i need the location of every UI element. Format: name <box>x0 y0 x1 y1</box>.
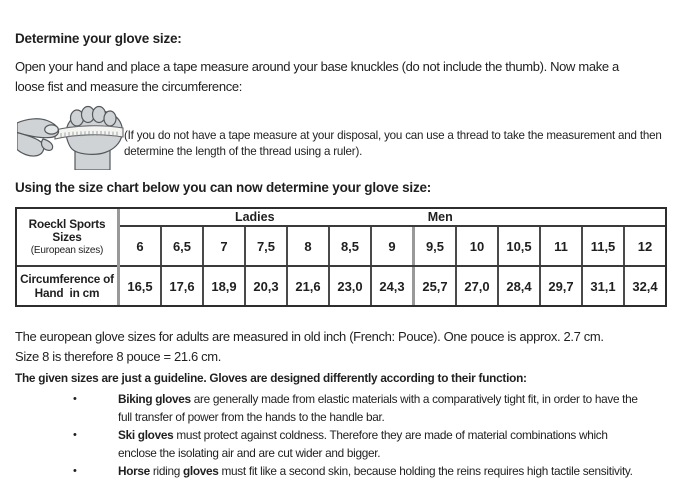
corner-title <box>29 218 106 244</box>
circumference-cell: 27,0 <box>457 267 499 305</box>
note-line: (If you do not have a tape measure at your disposal, you can use a thread to take the measurement and then <box>124 129 662 142</box>
size-cell: 7 <box>204 227 246 265</box>
bullet-segment: are generally made from elastic materials with a comparatively tight fit, in order to have the full transfer of power from the hands to the handle bar. <box>118 392 638 424</box>
size-cell: 9,5 <box>415 227 457 265</box>
pouce-line: The european glove sizes for adults are measured in old inch (French: Pouce). One pouce is approx. 2.7 cm. <box>15 329 604 344</box>
guideline-heading: The given sizes are just a guideline. Gloves are designed differently according to their function: <box>15 371 527 385</box>
hand-tape-measure-illustration <box>17 102 125 170</box>
size-chart-heading: Using the size chart below you can now determine your glove size: <box>15 180 432 195</box>
holding-hand <box>17 119 59 156</box>
measurement-note <box>124 128 662 160</box>
bullet-segment: must protect against coldness. Therefore they are made of material combinations which enclose the isolating air and are cut wider and bigger. <box>118 428 608 460</box>
circumference-cell: 29,7 <box>541 267 583 305</box>
table-body <box>120 209 665 305</box>
group-label: Men <box>427 210 453 224</box>
glove-types-list <box>73 390 638 480</box>
intro-line: loose fist and measure the circumference: <box>15 79 242 94</box>
bullet-segment: Biking gloves <box>118 392 191 406</box>
group-label: Ladies <box>234 210 275 224</box>
circumference-cell: 18,9 <box>204 267 246 305</box>
bullet-marker: • <box>73 429 77 441</box>
bullet-segment: riding <box>149 464 183 478</box>
circumference-cell: 24,3 <box>372 267 415 305</box>
list-item <box>73 390 638 426</box>
circumference-cell: 17,6 <box>162 267 204 305</box>
size-cell: 12 <box>637 238 653 254</box>
note-line: determine the length of the thread using a ruler). <box>124 145 363 158</box>
size-cell: 6 <box>120 227 162 265</box>
circumference-cell: 16,5 <box>120 267 162 305</box>
pouce-paragraph <box>15 327 604 367</box>
size-cell: 6,5 <box>162 227 204 265</box>
thumb-nail <box>45 125 59 134</box>
intro-line: Open your hand and place a tape measure around your base knuckles (do not include the thumb). Now make a <box>15 59 619 74</box>
bullet-text <box>118 426 638 462</box>
corner-title-line: Roeckl Sports <box>28 217 106 231</box>
circumference-cell: 20,3 <box>246 267 288 305</box>
glove-size-table <box>15 207 667 307</box>
corner-title-line: Sizes <box>52 230 82 244</box>
size-cell: 11,5 <box>583 227 625 265</box>
list-item <box>73 462 638 480</box>
table-left-column <box>17 209 120 305</box>
circumference-cell: 23,0 <box>330 267 372 305</box>
circumference-row <box>120 267 665 305</box>
fist <box>66 107 122 171</box>
bullet-segment: must fit like a second skin, because holding the reins requires high tactile sensitivity. <box>218 464 633 478</box>
circumference-cell: 28,4 <box>499 267 541 305</box>
list-item <box>73 426 638 462</box>
group-header-row <box>120 209 665 227</box>
size-cell: 10 <box>457 227 499 265</box>
title: Determine your glove size: <box>15 31 182 46</box>
size-cell: 8 <box>288 227 330 265</box>
bullet-marker: • <box>73 393 77 405</box>
size-cell: 11 <box>541 227 583 265</box>
pouce-line: Size 8 is therefore 8 pouce = 21.6 cm. <box>15 349 222 364</box>
size-cell: 7,5 <box>246 227 288 265</box>
circumference-row-label <box>17 267 117 305</box>
bullet-text <box>118 390 638 426</box>
circumference-cell: 31,1 <box>583 267 625 305</box>
row-label-line: Hand in cm <box>34 286 100 300</box>
intro-paragraph <box>15 57 619 97</box>
size-row <box>120 227 665 267</box>
bullet-segment: Ski gloves <box>118 428 174 442</box>
size-cell: 9 <box>372 227 415 265</box>
group-header-men <box>372 209 665 225</box>
size-cell: 10,5 <box>499 227 541 265</box>
row-label-line: Circumference of <box>20 272 114 286</box>
corner-subtitle: (European sizes) <box>30 245 104 256</box>
bullet-marker: • <box>73 465 77 477</box>
circumference-cell: 32,4 <box>632 278 658 294</box>
circumference-cell: 25,7 <box>415 267 457 305</box>
bullet-segment: Horse <box>118 464 150 478</box>
size-cell: 8,5 <box>330 227 372 265</box>
table-corner-header <box>17 209 117 267</box>
group-header-ladies <box>120 209 372 225</box>
bullet-text <box>118 462 638 480</box>
circumference-cell: 21,6 <box>288 267 330 305</box>
bullet-segment: gloves <box>182 464 219 478</box>
